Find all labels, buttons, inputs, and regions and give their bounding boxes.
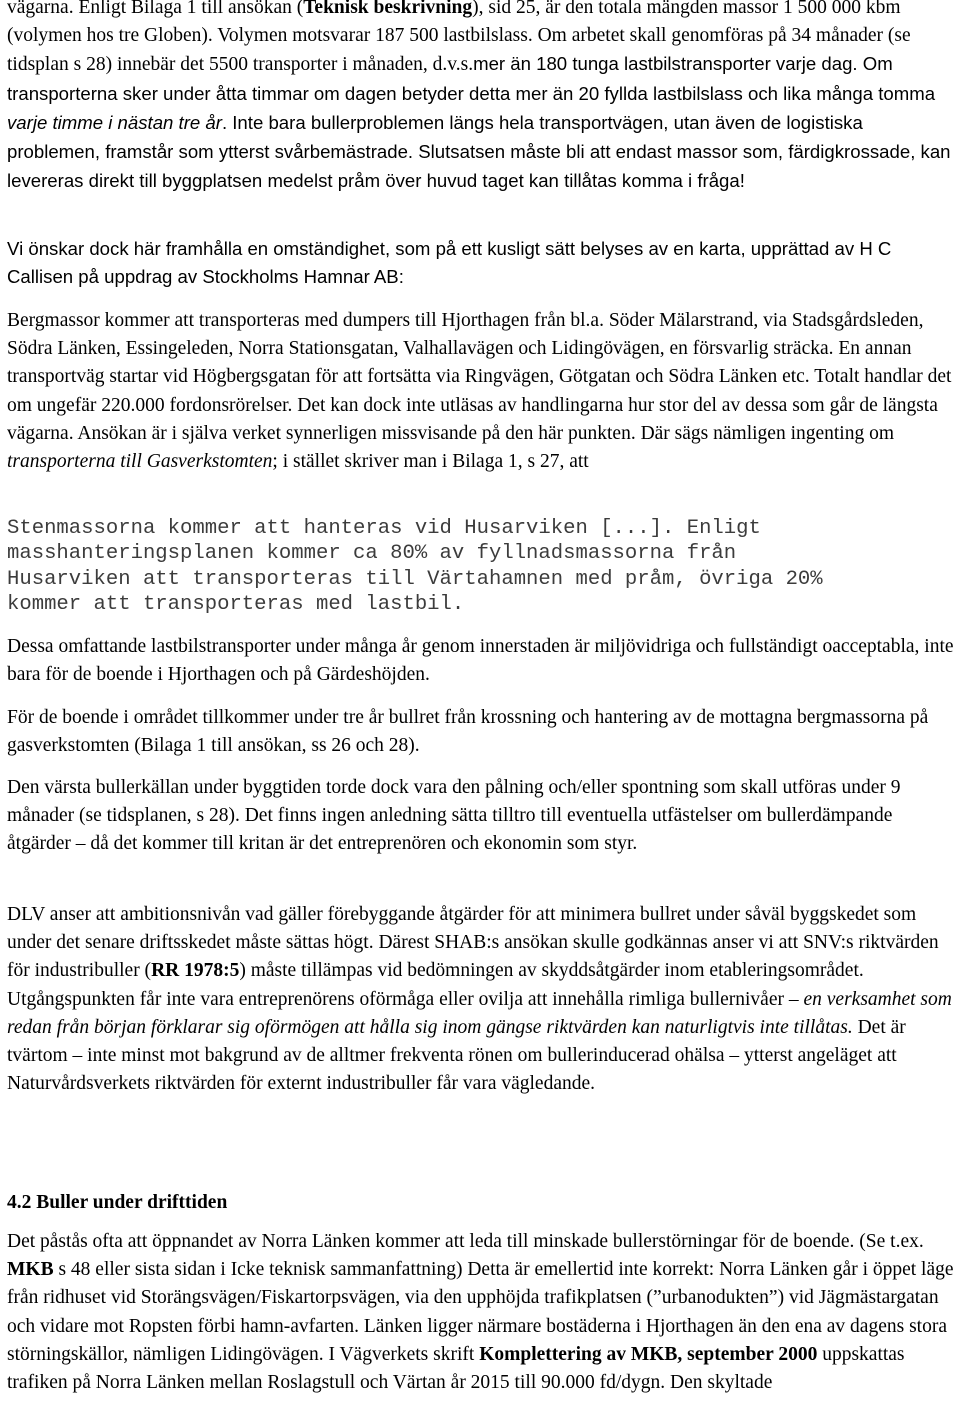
text-run: ) måste tillämpas vid bedömningen av skyddsåtgärder inom etableringsområdet. Utgångspunkten får inte vara entreprenörens oförmåga eller ovilja att innehålla rimliga bullernivåer – <box>7 960 864 1010</box>
text-run: uppskattas trafiken på Norra Länken mellan Roslagstull och Värtan år 2015 till 90.000 fd/dygn. Den skyltade <box>7 1343 905 1394</box>
quote-line: masshanteringsplanen kommer ca 80% av fyllnadsmassorna från <box>7 542 737 566</box>
text-run: Det är tvärtom – inte minst mot bakgrund av de alltmer frekventa rönen om bullerinducerad ohälsa – ytterst angeläget att Naturvårdsverkets riktvärden för externt industribuller får vara vägledande. <box>7 1016 906 1095</box>
quote-line: kommer att transporteras med lastbil. <box>7 593 465 617</box>
paragraph-callisen-map: Vi önskar dock här framhålla en omständighet, som på ett kusligt sätt belyses av en karta, upprättad av H C Callisen på uppdrag av Stockholms Hamnar AB: <box>7 238 892 288</box>
paragraph-palning: Den värsta bullerkällan under byggtiden torde dock vara den pålning och/eller spontning som skall utföras under 9 månader (se tidsplanen, s 28). Det finns ingen anledning sätta tilltro till eventuella utfästelser om bullerdämpande åtgärder – då det kommer till kritan är det entreprenören och ekonomin som styr. <box>7 777 901 855</box>
italic-emphasis: transporterna till Gasverkstomten <box>7 451 273 473</box>
text-run-sans: mer än 180 tunga lastbilstransporter varje dag. Om transporterna sker under åtta timmar om dagen betyder detta mer än 20 fyllda lastbilslass och lika många tomma varje timme i nästan tre år. Inte bara bullerproblemen längs hela transportvägen, utan även de logistiska problemen, framstår som ytterst svårbemästrade. Slutsatsen måste bli att endast massor som, färdigkrossade, kan levereras direkt till byggplatsen medelst pråm över huvud taget kan tillåtas komma i fråga! <box>7 53 951 192</box>
bold-reference: MKB <box>7 1259 54 1281</box>
text-run: vägarna. Enligt Bilaga 1 till ansökan ( <box>7 0 304 18</box>
paragraph-krossning: För de boende i området tillkommer under tre år bullret från krossning och hantering av de mottagna bergmassorna på gasverkstomten (Bilaga 1 till ansökan, ss 26 och 28). <box>7 707 929 757</box>
quote-block <box>7 516 957 618</box>
text-run: DLV anser att ambitionsnivån vad gäller förebyggande åtgärder för att minimera bullret under såväl byggskedet som under det senare driftsskedet måste sättas högt. Därest SHAB:s ansökan skulle godkännas anser vi att SNV:s riktvärden för industribuller ( <box>7 904 939 982</box>
bold-reference: Teknisk beskrivning <box>303 0 473 18</box>
paragraph-bergmassor <box>7 307 957 476</box>
text-run: Bergmassor kommer att transporteras med dumpers till Hjorthagen från bl.a. Söder Mälarstrand, via Stadsgårdsleden, Södra Länken, Essingeleden, Norra Stationsgatan, Valhallavägen och Lidingövägen, en försvarlig sträcka. En annan transportväg startar vid Högbergsgatan för att fortsätta via Ringvägen, Götgatan och Södra Länken etc. Totalt handlar det om ungefär 220.000 fordonsrörelser. Det kan dock inte utläsas av handlingarna hur stor del av dessa som går de längsta vägarna. Ansökan är i själva verket synnerligen missvisande på den här punkten. Där sägs nämligen ingenting om <box>7 310 952 444</box>
text-run: s 48 eller sista sidan i Icke teknisk sammanfattning) Detta är emellertid inte korrekt: Norra Länken går i öppet läge från ridhuset vid Storängsvägen/Fiskartorpsvägen, via den upphöjda trafikplatsen (”urbanodukten”) vid Jägmästargatan och vidare mot Ropsten förbi hamn-avfarten. Länken ligger närmare bostäderna i Hjorthagen än den ena av dagens stora störningskällor, nämligen Lidingövägen. I Vägverkets skrift <box>7 1259 954 1365</box>
paragraph-transport-volume <box>7 0 957 196</box>
section-heading: 4.2 Buller under drifttiden <box>7 1192 228 1213</box>
text-run: ; i stället skriver man i Bilaga 1, s 27, att <box>272 451 589 473</box>
bold-reference: Komplettering av MKB, september 2000 <box>479 1343 818 1365</box>
paragraph-dlv-ambition <box>7 901 957 1098</box>
bold-reference: RR 1978:5 <box>151 960 240 982</box>
quote-line: Stenmassorna kommer att hanteras vid Husarviken [...]. Enligt <box>7 517 761 540</box>
paragraph-lastbilstransporter: Dessa omfattande lastbilstransporter under många år genom innerstaden är miljövidriga och fullständigt oacceptabla, inte bara för de boende i Hjorthagen och på Gärdeshöjden. <box>7 636 954 686</box>
text-run: ), sid 25, är den totala mängden massor 1 500 000 kbm (volymen hos tre Globen). Volymen motsvarar 187 500 lastbilslass. Om arbetet skall genomföras på 34 månader (se tidsplan s 28) innebär det 5500 transporter i månaden, d.v.s. <box>7 0 911 76</box>
italic-emphasis: varje timme i nästan tre år <box>7 111 222 133</box>
paragraph-norra-lanken <box>7 1228 957 1397</box>
quote-line: Husarviken att transporteras till Värtahamnen med pråm, övriga 20% <box>7 567 823 591</box>
text-run: Det påstås ofta att öppnandet av Norra Länken kommer att leda till minskade bullerstörningar för de boende. (Se t.ex. <box>7 1231 924 1252</box>
italic-emphasis: en verksamhet som redan från början förklarar sig oförmögen att hålla sig inom gängse riktvärden kan naturligtvis inte tillåtas. <box>7 988 952 1038</box>
